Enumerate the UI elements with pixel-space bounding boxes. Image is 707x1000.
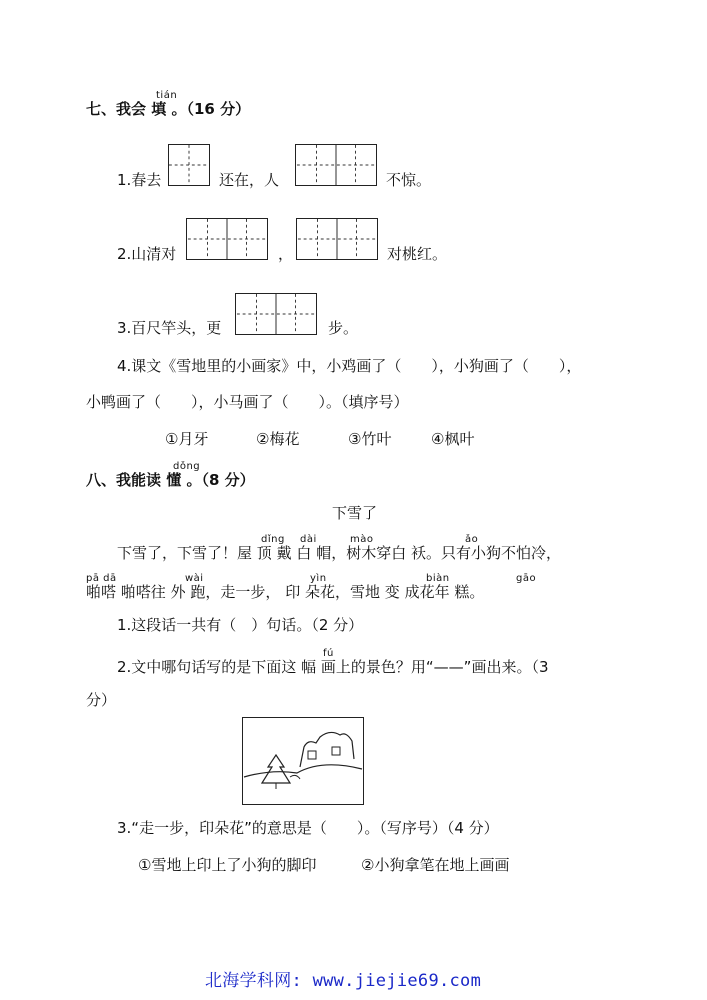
char-gao: 糕 [454,583,470,601]
pinyin-dai: dài [300,534,317,545]
section7-heading-char: 填 [151,100,167,118]
tianzi-grid[interactable] [168,144,210,186]
q7-2-post: 对桃红。 [387,245,448,263]
section7-heading-pre: 七、我会 [86,100,147,118]
tianzi-grid[interactable] [296,218,378,260]
footer-watermark: 北海学科网: www.jiejie69.com [205,971,482,991]
pinyin-pada: pā dā [86,573,117,584]
section7-heading-post: 。（16 分） [171,100,251,118]
pinyin-ao: ǎo [465,534,479,545]
q7-4-line1: 4.课文《雪地里的小画家》中，小鸡画了（ ），小狗画了（ ）， [117,357,582,375]
section8-heading-char: 懂 [166,471,182,489]
q8-3: 3.“走一步，印朵花”的意思是（ ）。（写序号）（4 分） [117,819,499,837]
text: 画上的景色？用“——”画出来。（3 [320,658,549,676]
q8-3-option: ②小狗拿笔在地上画画 [361,856,510,874]
section7-heading [86,99,250,119]
text: 啪嗒往 [120,583,166,601]
q7-4-option: ③竹叶 [348,430,392,448]
section8-heading-post: 。（8 分） [186,471,255,489]
char-mao: 帽 [316,544,332,562]
passage-title: 下雪了 [332,504,378,522]
q7-4-option: ④枫叶 [431,430,475,448]
pinyin-bian: biàn [426,573,450,584]
q7-1-post: 不惊。 [386,171,432,189]
q8-1: 1.这段话一共有（ ）句话。（2 分） [117,616,364,634]
char-yin: 印 [285,583,301,601]
q7-4-option: ②梅花 [256,430,300,448]
char-wai: 外 [170,583,186,601]
q7-4-option: ①月牙 [165,430,209,448]
section8-heading [86,470,255,490]
q7-1-pre: 1.春去 [117,171,162,189]
text: 成花年 [404,583,450,601]
q7-4-line2: 小鸭画了（ ），小马画了（ ）。（填序号） [86,393,409,411]
text: 。只有小狗不怕冷， [426,544,562,562]
pinyin-fu: fú [323,648,334,659]
q8-2 [117,657,549,677]
text: 下雪了，下雪了！屋 [117,544,253,562]
char-fu: 幅 [301,658,317,676]
text: 朵花，雪地 [304,583,380,601]
pinyin-yin: yìn [310,573,327,584]
tianzi-grid[interactable] [235,293,317,335]
char-ao: 袄 [411,544,427,562]
text: 跑，走一步， [190,583,281,601]
q8-3-option: ①雪地上印上了小狗的脚印 [138,856,317,874]
text: ，树木穿白 [331,544,407,562]
q7-1-mid: 还在，人 [219,171,280,189]
pinyin-gao: gāo [516,573,537,584]
pinyin-dong: dǒng [173,461,201,472]
q7-2-pre: 2.山清对 [117,245,177,263]
tianzi-grid[interactable] [295,144,377,186]
q7-2-comma: ， [278,245,294,263]
q7-3-post: 步。 [328,319,359,337]
char-bian: 变 [384,583,400,601]
passage-line2 [86,582,484,602]
passage-line1 [117,543,561,563]
section8-heading-pre: 八、我能读 [86,471,162,489]
char-bai: 白 [296,544,312,562]
q7-3-pre: 3.百尺竿头，更 [117,319,222,337]
pinyin-tian: tián [156,90,178,101]
snow-scene-illustration [242,717,364,805]
pinyin-wai: wài [185,573,204,584]
pinyin-mao: mào [350,534,374,545]
pinyin-ding: dǐng [261,534,285,545]
q8-2-cont: 分） [86,691,117,709]
char-dai: 戴 [276,544,292,562]
char-pada: 啪嗒 [86,583,117,601]
tianzi-grid[interactable] [186,218,268,260]
char-ding: 顶 [256,544,272,562]
text: 2.文中哪句话写的是下面这 [117,658,297,676]
text: 。 [469,583,485,601]
